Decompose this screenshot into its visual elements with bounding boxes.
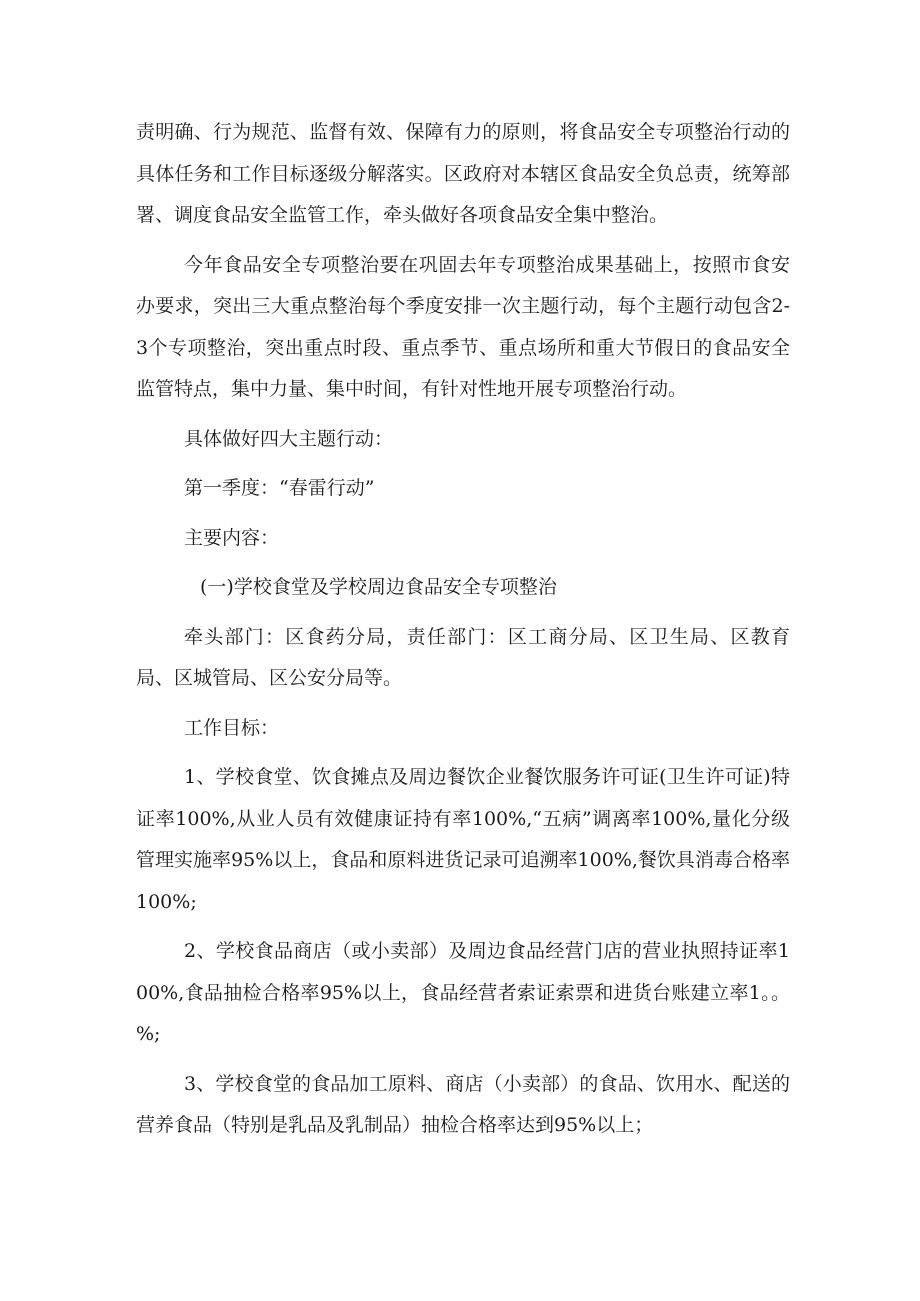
paragraph-departments: 牵头部门：区食药分局，责任部门：区工商分局、区卫生局、区教育局、区城管局、区公安分局等。 xyxy=(136,625,790,689)
paragraph-four-themes: 具体做好四大主题行动： xyxy=(184,427,394,450)
heading-main-content: 主要内容： xyxy=(184,526,280,549)
goal-item-3: 3、学校食堂的食品加工原料、商店（小卖部）的食品、饮用水、配送的营养食品（特别是乳品及乳制品）抽检合格率达到95%以上； xyxy=(136,1072,790,1136)
paragraph-special-rectification: 今年食品安全专项整治要在巩固去年专项整治成果基础上，按照市食安办要求，突出三大重点整治每个季度安排一次主题行动，每个主题行动包含2-3个专项整治，突出重点时段、重点季节、重点场所和重大节假日的食品安全监管特点，集中力量、集中时间，有针对性地开展专项整治行动。 xyxy=(136,253,790,400)
goal-item-1: 1、学校食堂、饮食摊点及周边餐饮企业餐饮服务许可证(卫生许可证)特证率100%,从业人员有效健康证持有率100%,“五病”调离率100%,量化分级管理实施率95%以上，食品和原料进货记录可追溯率100%,餐饮具消毒合格率100%; xyxy=(136,766,790,913)
heading-school-canteen: (一)学校食堂及学校周边食品安全专项整治 xyxy=(200,576,557,598)
heading-first-quarter: 第一季度：“春雷行动” xyxy=(184,477,375,499)
goal-item-2: 2、学校食品商店（或小卖部）及周边食品经营门店的营业执照持证率100%,食品抽检合格率95%以上，食品经营者索证索票和进货台账建立率1。。%; xyxy=(136,940,790,1045)
paragraph-principles: 责明确、行为规范、监督有效、保障有力的原则，将食品安全专项整治行动的具体任务和工作目标逐级分解落实。区政府对本辖区食品安全负总责，统筹部署、调度食品安全监管工作，牵头做好各项食品安全集中整治。 xyxy=(136,121,790,226)
heading-work-goals: 工作目标： xyxy=(184,716,280,739)
